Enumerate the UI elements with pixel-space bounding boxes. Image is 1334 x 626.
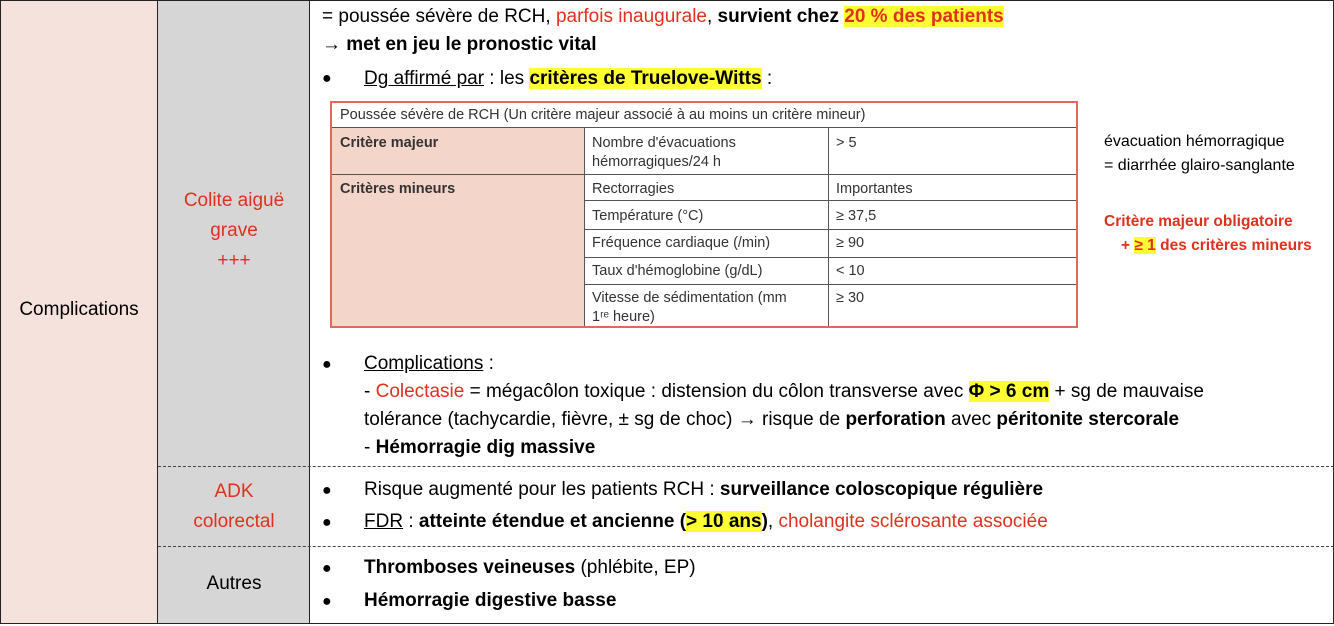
text: = diarrhée glairo-sanglante (1104, 157, 1295, 174)
text: des critères mineurs (1155, 237, 1312, 254)
bullet-icon: ● (322, 482, 332, 499)
minor-label: Critères mineurs (340, 181, 456, 197)
thrombosis-line (364, 554, 696, 582)
adk-risk-line (364, 476, 1043, 504)
text: cholangite sclérosante associée (778, 511, 1048, 532)
text: Dg affirmé par (364, 68, 485, 89)
bullet-icon: ● (322, 593, 332, 610)
complications-heading (364, 350, 494, 378)
text: = poussée sévère de RCH, (322, 6, 556, 27)
text: Vitesse de sédimentation (mm (592, 290, 787, 306)
text: : (483, 353, 494, 374)
text: Critère majeur obligatoire (1104, 213, 1293, 230)
text: , (706, 6, 718, 27)
table-line (332, 174, 1076, 175)
highlight: Φ > 6 cm (968, 381, 1050, 402)
row-separator (158, 546, 1334, 547)
text: met en jeu le pronostic vital (346, 34, 597, 55)
adk-title (158, 477, 310, 537)
adk-fdr-line (364, 508, 1048, 536)
bullet-icon: ● (322, 560, 332, 577)
text: : (403, 511, 419, 532)
text: parfois inaugurale (555, 6, 707, 27)
text: - (364, 381, 376, 402)
text: évacuation hémorragique (1104, 133, 1285, 150)
major-value: > 5 (836, 135, 857, 151)
tolerance-line (364, 406, 1179, 434)
minor-value: < 10 (836, 263, 865, 279)
table-line (584, 200, 1076, 201)
colite-prognosis (322, 31, 597, 59)
text: Nombre d'évacuations (592, 135, 736, 151)
text: survient chez (717, 6, 845, 27)
text: + (1121, 237, 1135, 254)
text: Colectasie (375, 381, 465, 402)
text: Complications (364, 353, 484, 374)
criteria-note (1104, 210, 1312, 258)
minor-value: Importantes (836, 181, 913, 197)
text: Hémorragie digestive basse (364, 590, 617, 611)
major-label: Critère majeur (340, 135, 439, 151)
minor-criterion: Rectorragies (592, 181, 675, 197)
text: : les (484, 68, 530, 89)
dg-line (364, 65, 772, 93)
evacuation-note (1104, 130, 1295, 178)
hemorrhage-line (364, 434, 595, 462)
arrow-icon: → (322, 34, 347, 55)
minor-value: ≥ 30 (836, 290, 865, 306)
text: Risque augmenté pour les patients RCH : (364, 479, 720, 500)
colite-title-line: Colite aiguë (183, 190, 285, 211)
text: : (761, 68, 773, 89)
category-label: Complications (19, 299, 139, 320)
table-line (584, 257, 1076, 258)
row-separator (158, 466, 1334, 467)
text: atteinte étendue et ancienne ( (418, 511, 687, 532)
text: Thromboses veineuses (364, 557, 576, 578)
table-label-column (332, 128, 584, 326)
text: perforation (845, 409, 946, 430)
bullet-icon: ● (322, 356, 332, 373)
text: Hémorragie dig massive (375, 437, 596, 458)
text: péritonite stercorale (996, 409, 1180, 430)
text (1104, 234, 1312, 258)
colectasie-line (364, 378, 1204, 406)
highlight: > 10 ans (686, 511, 762, 532)
truelove-witts-table (330, 101, 1078, 328)
text: + sg de mauvaise (1049, 381, 1204, 402)
minor-value: ≥ 90 (836, 235, 865, 251)
text: = mégacôlon toxique : distension du côlon transverse avec (464, 381, 969, 402)
text: ) (761, 511, 768, 532)
highlight: ≥ 1 (1134, 237, 1156, 254)
table-caption: Poussée sévère de RCH (Un critère majeur associé à au moins un critère mineur) (340, 107, 866, 123)
bullet-icon: ● (322, 70, 332, 87)
table-line (584, 284, 1076, 285)
colite-definition (322, 3, 1004, 31)
major-criterion (584, 134, 744, 172)
text: - (364, 437, 376, 458)
bullet-icon: ● (322, 514, 332, 531)
colite-title-line: grave (210, 220, 258, 241)
text: tolérance (tachycardie, fièvre, ± sg de choc) → risque de (364, 409, 846, 430)
text: colorectal (193, 511, 275, 532)
colite-title (158, 186, 310, 276)
table-line (584, 229, 1076, 230)
text: surveillance coloscopique régulière (719, 479, 1044, 500)
minor-value: ≥ 37,5 (836, 208, 877, 224)
text: (phlébite, EP) (575, 557, 696, 578)
autres-title: Autres (206, 573, 262, 594)
text: 1ʳᵉ heure) (592, 309, 655, 325)
text: ADK (214, 481, 254, 502)
text: FDR (364, 511, 404, 532)
highlight: 20 % des patients (844, 6, 1004, 27)
low-gi-bleed-line (364, 587, 616, 615)
highlight: critères de Truelove-Witts (529, 68, 762, 89)
text: hémorragiques/24 h (592, 154, 721, 170)
text: avec (945, 409, 997, 430)
minor-criterion: Température (°C) (592, 208, 704, 224)
table-line (332, 127, 1076, 128)
minor-criterion: Taux d'hémoglobine (g/dL) (592, 263, 763, 279)
minor-criterion (584, 289, 795, 327)
text: , (767, 511, 779, 532)
minor-criterion: Fréquence cardiaque (/min) (592, 235, 771, 251)
colite-title-plus: +++ (217, 250, 251, 271)
